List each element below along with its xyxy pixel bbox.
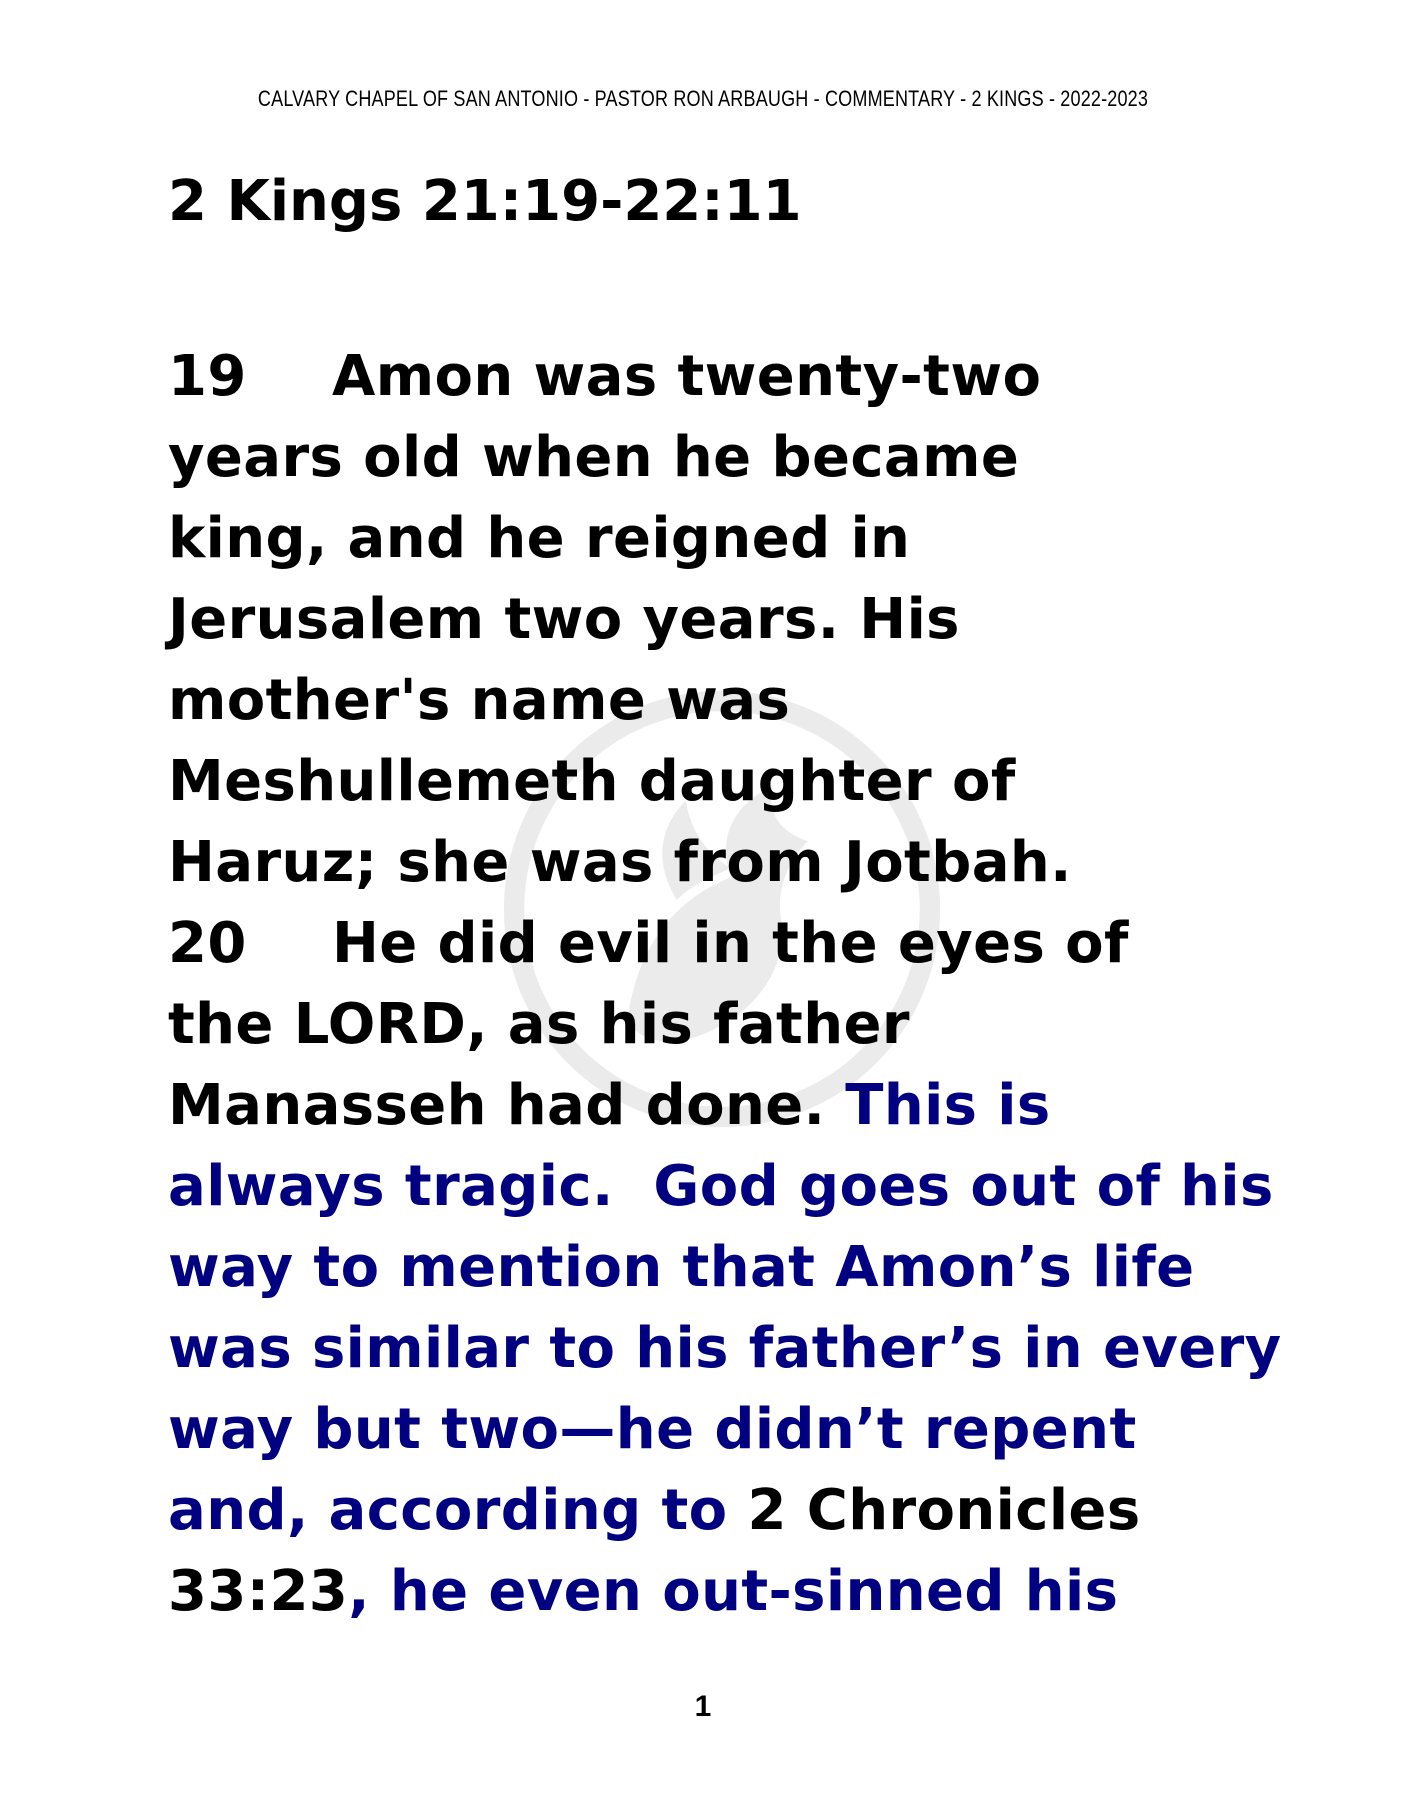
- commentary-line-5: way but two—he didn’t repent: [168, 1397, 1137, 1462]
- verse-19-line-4: Jerusalem two years. His: [168, 587, 960, 652]
- running-header: CALVARY CHAPEL OF SAN ANTONIO - PASTOR RON ARBAUGH - COMMENTARY - 2 KINGS - 2022-2023: [257, 86, 1149, 111]
- verse-number: 20: [168, 911, 247, 976]
- verse-19-line-5: mother's name was: [168, 668, 791, 733]
- commentary-line-6: [168, 1470, 1288, 1551]
- scripture-reference: 2 Chronicles: [747, 1478, 1141, 1543]
- verse-number: 19: [168, 344, 247, 409]
- verse-text: He did evil in the eyes of: [332, 911, 1129, 976]
- verse-19-line-1: [168, 336, 1288, 417]
- verse-19-line-2: years old when he became: [168, 425, 1020, 490]
- verse-20-line-1: [168, 903, 1288, 984]
- commentary-text: and, according to: [168, 1478, 728, 1543]
- verse-19-line-7: Haruz; she was from Jotbah.: [168, 830, 1072, 895]
- verse-19-line-6: Meshullemeth daughter of: [168, 749, 1016, 814]
- verse-text: Amon was twenty-two: [332, 344, 1042, 409]
- commentary-line-2: always tragic. God goes out of his: [168, 1154, 1274, 1219]
- document-title: 2 Kings 21:19-22:11: [168, 169, 802, 234]
- scripture-reference: 33:23: [168, 1559, 349, 1624]
- commentary-line-7: [168, 1551, 1288, 1632]
- verse-20-line-3: [168, 1065, 1288, 1146]
- verse-text: Manasseh had done.: [168, 1073, 826, 1138]
- commentary-line-3: way to mention that Amon’s life: [168, 1235, 1195, 1300]
- commentary-text: , he even out-sinned his: [348, 1559, 1119, 1624]
- verse-20-line-2: the LORD, as his father: [168, 992, 910, 1057]
- verse-19-line-3: king, and he reigned in: [168, 506, 911, 571]
- document-body: [168, 336, 1288, 1632]
- page-number: 1: [694, 1690, 712, 1723]
- commentary-line-4: was similar to his father’s in every: [168, 1316, 1282, 1381]
- commentary-text: This is: [845, 1073, 1051, 1138]
